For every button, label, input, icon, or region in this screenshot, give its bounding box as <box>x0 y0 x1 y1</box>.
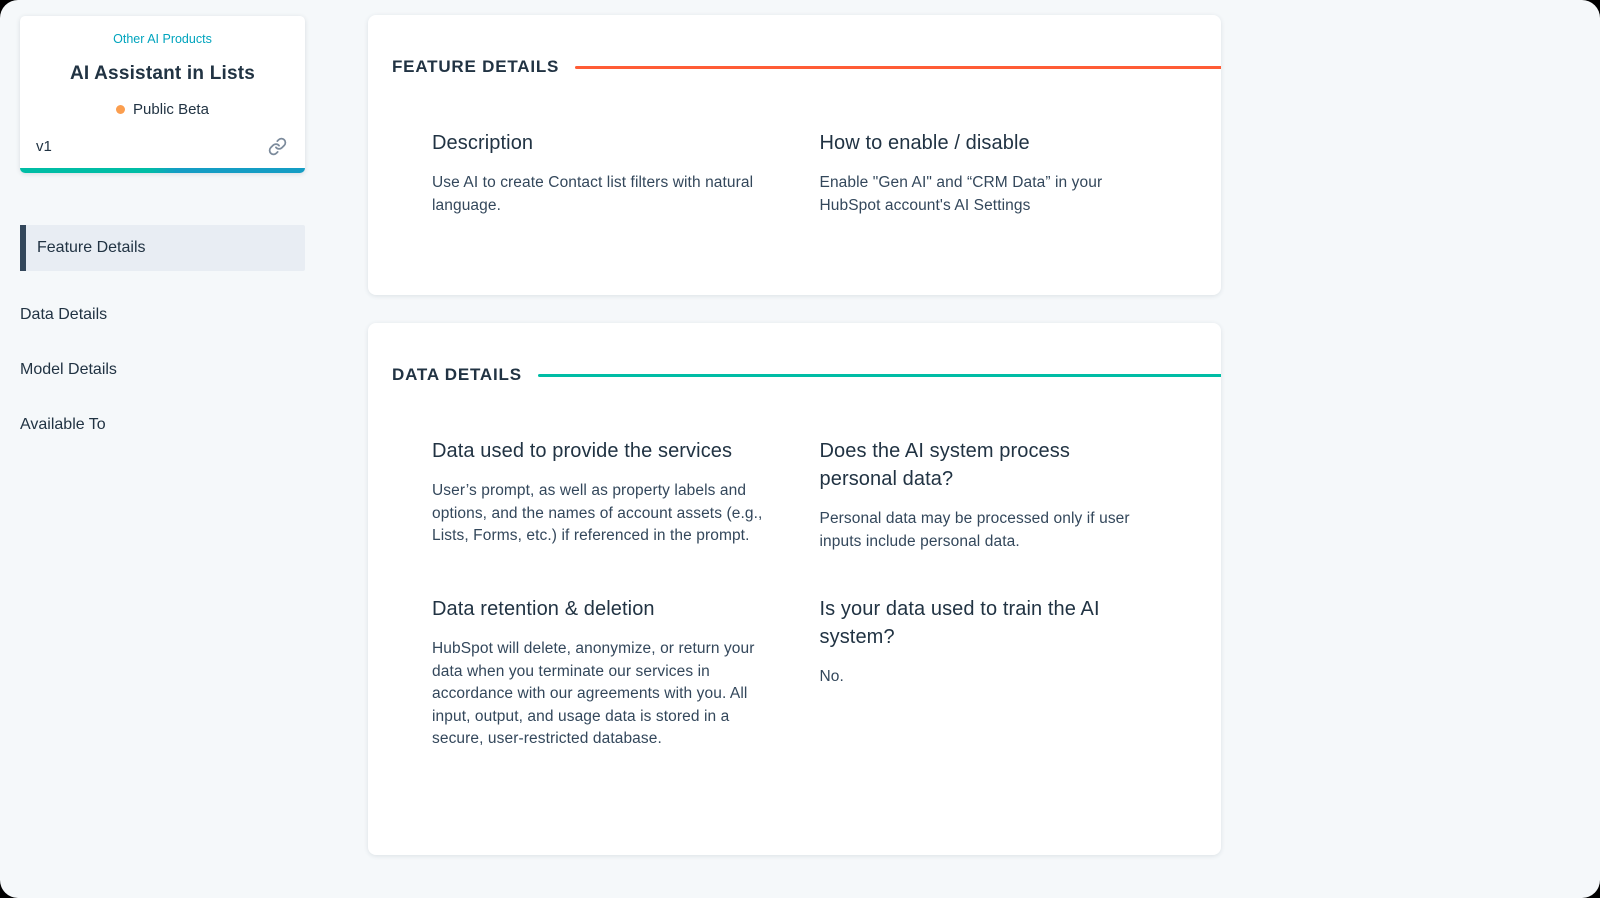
qa-item-how-to-enable <box>820 129 1152 217</box>
nav-item-label: Available To <box>20 416 106 433</box>
status-badge <box>116 101 209 118</box>
status-dot-icon <box>116 105 125 114</box>
version-label: v1 <box>36 138 52 155</box>
qa-heading: How to enable / disable <box>819 132 1030 154</box>
other-ai-products-link[interactable]: Other AI Products <box>113 32 212 46</box>
qa-body: Enable "Gen AI" and “CRM Data” in your HubSpot account's AI Settings <box>819 174 1103 214</box>
nav-item-data-details[interactable] <box>20 304 305 326</box>
product-card-accent-bar <box>20 168 305 173</box>
feature-details-title: FEATURE DETAILS <box>392 57 560 76</box>
version-row <box>20 135 305 168</box>
qa-body: No. <box>819 668 844 685</box>
feature-details-accent-rule <box>575 66 1221 69</box>
qa-item-description <box>432 129 764 217</box>
qa-item-personal-data <box>820 437 1152 553</box>
nav-item-label: Data Details <box>20 306 108 323</box>
link-icon <box>268 137 287 156</box>
data-details-card <box>368 323 1221 855</box>
section-nav <box>20 225 305 436</box>
data-details-grid <box>368 437 1221 751</box>
product-title: AI Assistant in Lists <box>69 62 256 84</box>
qa-body: User’s prompt, as well as property labels and options, and the names of account assets (e.g., Lists, Forms, etc.) if referenced in the prompt. <box>432 482 763 544</box>
data-details-accent-rule <box>538 374 1221 377</box>
qa-body: Personal data may be processed only if user inputs include personal data. <box>819 510 1130 550</box>
qa-body: Use AI to create Contact list filters with natural language. <box>432 174 754 214</box>
qa-heading: Data retention & deletion <box>432 598 655 620</box>
product-summary-card <box>20 16 305 173</box>
feature-details-card <box>368 15 1221 295</box>
qa-item-retention <box>432 595 764 751</box>
qa-heading: Data used to provide the services <box>432 440 733 462</box>
nav-item-label: Model Details <box>20 361 117 378</box>
copy-link-button[interactable] <box>266 135 289 158</box>
qa-item-data-used <box>432 437 764 553</box>
data-details-header <box>368 323 1221 385</box>
qa-heading: Is your data used to train the AI system? <box>819 598 1100 648</box>
feature-details-header <box>368 15 1221 77</box>
nav-item-model-details[interactable] <box>20 359 305 381</box>
feature-details-grid <box>368 129 1221 217</box>
qa-heading: Description <box>432 132 534 154</box>
qa-body: HubSpot will delete, anonymize, or return your data when you terminate our services in accordance with our agreements with you. All input, output, and usage data is stored in a secure, user-restricted database. <box>432 640 755 747</box>
qa-item-training <box>820 595 1152 751</box>
status-label: Public Beta <box>133 100 209 118</box>
data-details-title: DATA DETAILS <box>392 365 522 384</box>
nav-item-feature-details[interactable] <box>20 225 305 271</box>
nav-item-label: Feature Details <box>37 239 146 256</box>
nav-item-available-to[interactable] <box>20 414 305 436</box>
qa-heading: Does the AI system process personal data? <box>819 440 1070 490</box>
